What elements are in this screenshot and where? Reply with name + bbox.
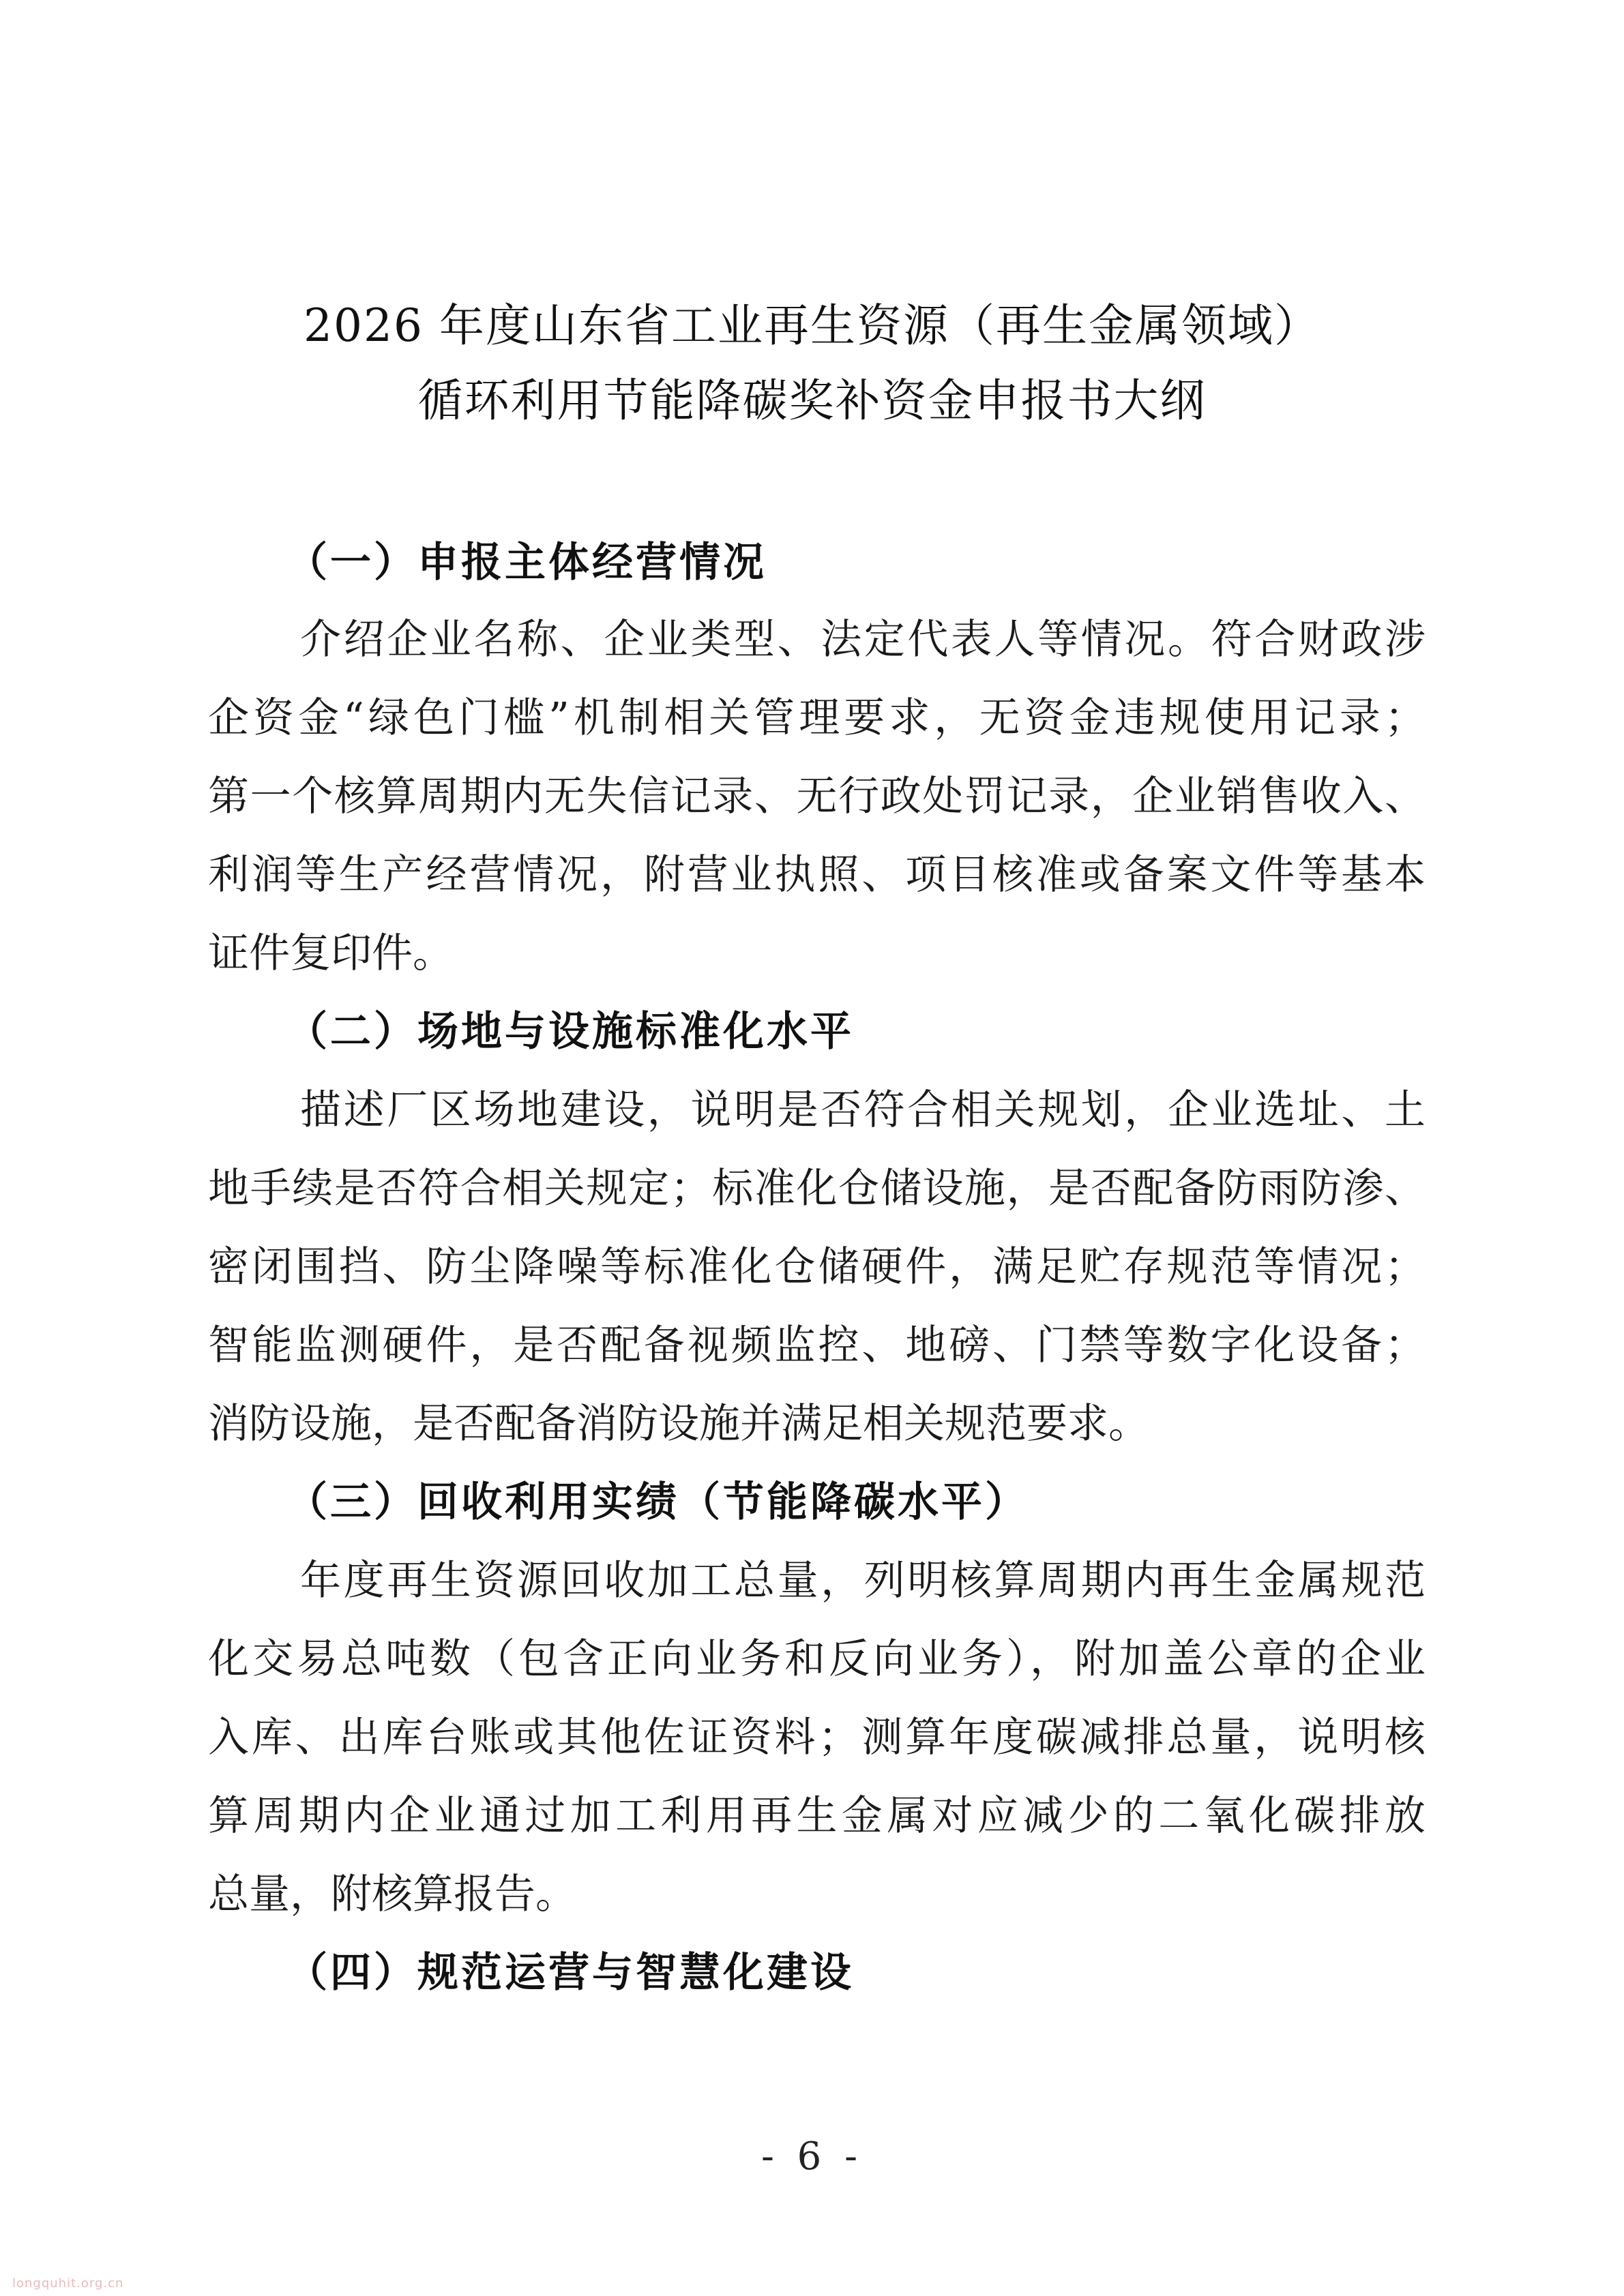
paragraph-line: 总量，附核算报告。 xyxy=(208,1870,576,1918)
paragraph-line: 地手续是否符合相关规定；标准化仓储设施，是否配备防雨防渗、 xyxy=(208,1165,1426,1212)
paragraph-line: 年度再生资源回收加工总量，列明核算周期内再生金属规范 xyxy=(300,1557,1426,1605)
paragraph-line: 第一个核算周期内无失信记录、无行政处罚记录，企业销售收入、 xyxy=(208,773,1426,820)
paragraph-line: 密闭围挡、防尘降噪等标准化仓储硬件，满足贮存规范等情况； xyxy=(208,1243,1426,1291)
section-heading-1: （一）申报主体经营情况 xyxy=(286,539,767,586)
document-title-line-1: 2026 年度山东省工业再生资源（再生金属领域） xyxy=(304,299,1320,352)
page-number: - 6 - xyxy=(761,2134,863,2179)
paragraph-line: 化交易总吨数（包含正向业务和反向业务），附加盖公章的企业 xyxy=(208,1635,1426,1683)
paragraph-line: 介绍企业名称、企业类型、法定代表人等情况。符合财政涉 xyxy=(300,616,1426,664)
paragraph-line: 描述厂区场地建设，说明是否符合相关规划，企业选址、土 xyxy=(300,1086,1426,1134)
section-heading-4: （四）规范运营与智慧化建设 xyxy=(286,1949,854,1997)
paragraph-line: 算周期内企业通过加工利用再生金属对应减少的二氧化碳排放 xyxy=(208,1792,1426,1840)
paragraph-line: 消防设施，是否配备消防设施并满足相关规范要求。 xyxy=(208,1400,1149,1448)
section-heading-3: （三）回收利用实绩（节能降碳水平） xyxy=(286,1478,1029,1526)
paragraph-line: 入库、出库台账或其他佐证资料；测算年度碳减排总量，说明核 xyxy=(208,1714,1426,1761)
paragraph-line: 企资金“绿色门槛”机制相关管理要求，无资金违规使用记录； xyxy=(208,694,1426,742)
paragraph-line: 智能监测硬件，是否配备视频监控、地磅、门禁等数字化设备； xyxy=(208,1322,1426,1369)
paragraph-line: 证件复印件。 xyxy=(208,929,454,977)
document-title-line-2: 循环利用节能降碳奖补资金申报书大纲 xyxy=(417,374,1207,427)
section-heading-2: （二）场地与设施标准化水平 xyxy=(286,1008,854,1056)
paragraph-line: 利润等生产经营情况，附营业执照、项目核准或备案文件等基本 xyxy=(208,851,1426,899)
watermark: longquhit.org.cn xyxy=(12,2276,124,2291)
